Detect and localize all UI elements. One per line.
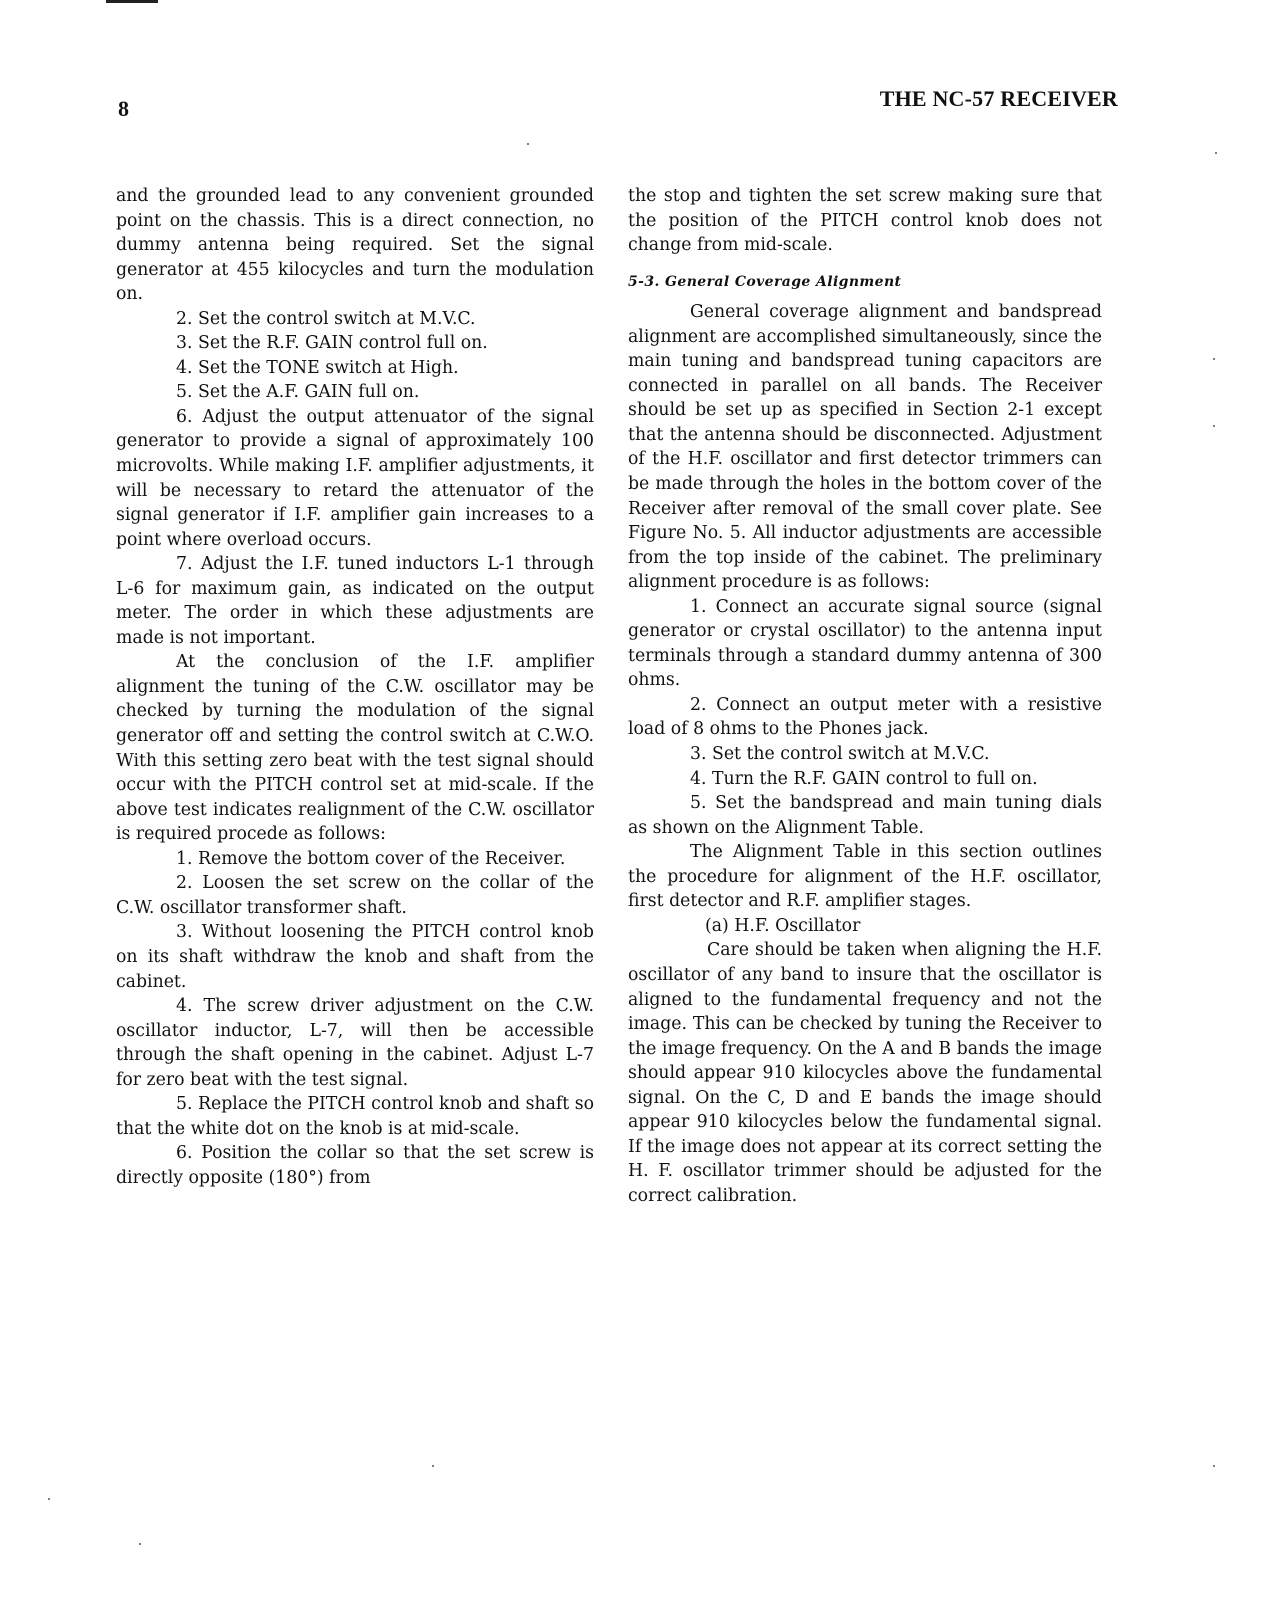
section-heading: 5-3. General Coverage Alignment — [628, 273, 902, 290]
scan-speck — [139, 1543, 141, 1545]
scan-speck — [48, 1498, 50, 1500]
right-step-5: 5. Set the bandspread and main tuning dials as shown on the Alignment Table. — [628, 793, 1102, 838]
left-step-6: 6. Adjust the output attenuator of the signal generator to provide a signal of approximately 100 microvolts. While making I.F. amplifier adjustments, it will be necessary to retard the attenuator of the signal generator if I.F. amplifier gain increases to a point where overload occurs. — [116, 406, 594, 550]
left-realign-step-6: 6. Position the collar so that the set screw is directly opposite (180°) from — [116, 1143, 594, 1188]
right-step-1: 1. Connect an accurate signal source (signal generator or crystal oscillator) to the antenna input terminals through a standard dummy antenna of 300 ohms. — [628, 596, 1102, 691]
right-continuation: the stop and tighten the set screw making sure that the position of the PITCH control knob does not change from mid-scale. — [628, 186, 1102, 256]
right-subheading-hf-oscillator: (a) H.F. Oscillator — [705, 915, 861, 936]
scan-speck — [1213, 1465, 1215, 1467]
left-realign-step-2: 2. Loosen the set screw on the collar of the C.W. oscillator transformer shaft. — [116, 873, 594, 918]
left-realign-step-5: 5. Replace the PITCH control knob and shaft so that the white dot on the knob is at mid-scale. — [116, 1094, 594, 1139]
left-step-3: 3. Set the R.F. GAIN control full on. — [176, 333, 488, 354]
left-realign-step-3: 3. Without loosening the PITCH control knob on its shaft withdraw the knob and shaft from the cabinet. — [116, 922, 594, 992]
page-number: 8 — [118, 96, 129, 121]
right-step-3: 3. Set the control switch at M.V.C. — [690, 744, 990, 765]
right-paragraph-alignment-table: The Alignment Table in this section outlines the procedure for alignment of the H.F. oscillator, first detector and R.F. amplifier stages. — [628, 842, 1102, 912]
scan-speck — [1213, 425, 1215, 427]
left-column — [116, 184, 594, 1190]
scan-speck — [1213, 358, 1215, 360]
top-edge-rule — [106, 0, 158, 3]
left-step-2: 2. Set the control switch at M.V.C. — [176, 308, 476, 329]
running-head-title: THE NC-57 RECEIVER — [879, 86, 1118, 111]
left-paragraph-conclusion: At the conclusion of the I.F. amplifier alignment the tuning of the C.W. oscillator may be checked by turning the modulation of the signal generator off and setting the control switch at C.W.O. With this setting zero beat with the test signal should occur with the PITCH control set at mid-scale. If the above test indicates realignment of the C.W. oscillator is required procede as follows: — [116, 652, 594, 845]
left-step-4: 4. Set the TONE switch at High. — [176, 357, 459, 378]
scan-speck — [527, 143, 529, 145]
scan-speck — [1215, 152, 1217, 154]
left-paragraph-1: and the grounded lead to any convenient grounded point on the chassis. This is a direct connection, no dummy antenna being required. Set the signal generator at 455 kilocycles and turn the modulation on. — [116, 186, 594, 305]
left-step-7: 7. Adjust the I.F. tuned inductors L-1 through L-6 for maximum gain, as indicated on the output meter. The order in which these adjustments are made is not important. — [116, 554, 594, 648]
left-realign-step-4: 4. The screw driver adjustment on the C.W. oscillator inductor, L-7, will then be accessible through the shaft opening in the cabinet. Adjust L-7 for zero beat with the test signal. — [116, 996, 594, 1090]
scan-speck — [432, 1465, 434, 1467]
right-step-2: 2. Connect an output meter with a resistive load of 8 ohms to the Phones jack. — [628, 694, 1102, 740]
right-column — [628, 184, 1102, 1208]
right-step-4: 4. Turn the R.F. GAIN control to full on. — [690, 768, 1038, 789]
right-paragraph-intro: General coverage alignment and bandspread alignment are accomplished simultaneously, since the main tuning and bandspread tuning capacitors are connected in parallel on all bands. The Receiver should be set up as specified in Section 2-1 except that the antenna should be disconnected. Adjustment of the H.F. oscillator and first detector trimmers can be made through the holes in the bottom cover of the Receiver after removal of the small cover plate. See Figure No. 5. All inductor adjustments are accessible from the top inside of the cabinet. The preliminary alignment procedure is as follows: — [628, 302, 1102, 593]
left-step-5: 5. Set the A.F. GAIN full on. — [176, 382, 420, 403]
left-realign-step-1: 1. Remove the bottom cover of the Receiver. — [176, 848, 566, 869]
right-paragraph-hf-oscillator: Care should be taken when aligning the H.F. oscillator of any band to insure that the oscillator is aligned to the fundamental frequency and not the image. This can be checked by tuning the Receiver to the image frequency. On the A and B bands the image should appear 910 kilocycles above the fundamental signal. On the C, D and E bands the image should appear 910 kilocycles below the fundamental signal. If the image does not appear at its correct setting the H. F. oscillator trimmer should be adjusted for the correct calibration. — [628, 940, 1102, 1206]
